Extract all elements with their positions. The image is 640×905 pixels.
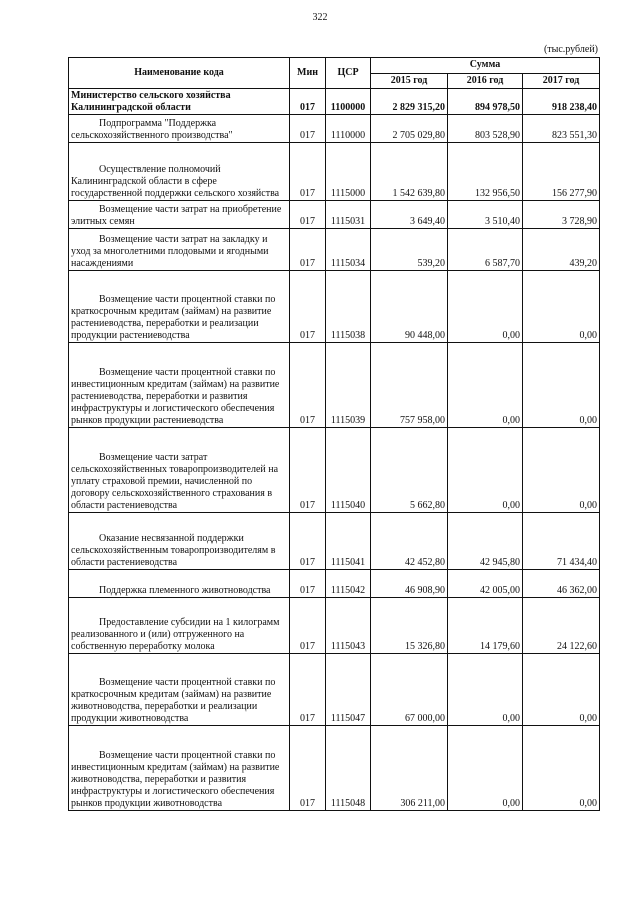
row-amount-2017: 156 277,90 bbox=[523, 143, 600, 201]
row-name bbox=[69, 513, 290, 570]
row-amount-2017: 0,00 bbox=[523, 428, 600, 513]
row-min: 017 bbox=[290, 428, 326, 513]
row-min: 017 bbox=[290, 570, 326, 598]
row-name bbox=[69, 201, 290, 229]
row-amount-2015: 3 649,40 bbox=[371, 201, 448, 229]
header-name: Наименование кода bbox=[69, 58, 290, 89]
header-year-2015: 2015 год bbox=[371, 73, 448, 89]
table-row bbox=[69, 343, 600, 428]
row-name-text: Подпрограмма "Поддержка сельскохозяйственного производства" bbox=[71, 118, 233, 141]
row-amount-2017: 823 551,30 bbox=[523, 115, 600, 143]
row-name-text: Возмещение части затрат на закладку и уход за многолетними плодовыми и ягодными насаждениями bbox=[71, 234, 269, 269]
row-amount-2017: 46 362,00 bbox=[523, 570, 600, 598]
row-amount-2016: 42 005,00 bbox=[448, 570, 523, 598]
header-year-2017: 2017 год bbox=[523, 73, 600, 89]
table-row bbox=[69, 570, 600, 598]
row-amount-2016: 6 587,70 bbox=[448, 229, 523, 271]
row-name-text: Возмещение части процентной ставки по краткосрочным кредитам (займам) на развитие животноводства, переработки и реализации продукции животноводства bbox=[71, 677, 276, 724]
row-amount-2015: 1 542 639,80 bbox=[371, 143, 448, 201]
row-amount-2017: 0,00 bbox=[523, 271, 600, 343]
table-row bbox=[69, 598, 600, 654]
row-amount-2017: 439,20 bbox=[523, 229, 600, 271]
row-amount-2015: 2 705 029,80 bbox=[371, 115, 448, 143]
row-name bbox=[69, 726, 290, 811]
row-amount-2017: 0,00 bbox=[523, 726, 600, 811]
row-csr: 1115040 bbox=[326, 428, 371, 513]
row-name: Министерство сельского хозяйства Калининградской области bbox=[69, 89, 290, 115]
row-amount-2016: 3 510,40 bbox=[448, 201, 523, 229]
row-name bbox=[69, 271, 290, 343]
table-row bbox=[69, 229, 600, 271]
row-csr: 1100000 bbox=[326, 89, 371, 115]
row-amount-2016: 0,00 bbox=[448, 654, 523, 726]
table-row bbox=[69, 513, 600, 570]
row-name-text: Возмещение части затрат сельскохозяйственных товаропроизводителей на уплату страховой премии, начисленной по договору сельскохозяйственного страхования в области растениеводства bbox=[71, 452, 279, 511]
row-csr: 1115031 bbox=[326, 201, 371, 229]
row-amount-2017: 918 238,40 bbox=[523, 89, 600, 115]
row-name-text: Возмещение части процентной ставки по инвестиционным кредитам (займам) на развитие животноводства, переработки и развития инфраструктуры и логистического обеспечения рынков продукции животноводства bbox=[71, 750, 280, 809]
row-amount-2015: 5 662,80 bbox=[371, 428, 448, 513]
budget-table bbox=[68, 57, 600, 811]
row-name bbox=[69, 598, 290, 654]
row-amount-2015: 90 448,00 bbox=[371, 271, 448, 343]
row-amount-2016: 42 945,80 bbox=[448, 513, 523, 570]
row-amount-2017: 24 122,60 bbox=[523, 598, 600, 654]
row-name-text: Предоставление субсидии на 1 килограмм реализованного и (или) отгруженного на собственную переработку молока bbox=[71, 617, 280, 652]
row-name-text: Осуществление полномочий Калининградской области в сфере государственной поддержки сельского хозяйства bbox=[71, 164, 280, 199]
row-csr: 1110000 bbox=[326, 115, 371, 143]
row-min: 017 bbox=[290, 201, 326, 229]
table-row bbox=[69, 89, 600, 115]
table-row bbox=[69, 143, 600, 201]
row-min: 017 bbox=[290, 143, 326, 201]
units-label: (тыс.рублей) bbox=[543, 44, 598, 55]
table-row bbox=[69, 654, 600, 726]
row-amount-2016: 0,00 bbox=[448, 343, 523, 428]
row-min: 017 bbox=[290, 115, 326, 143]
row-amount-2015: 15 326,80 bbox=[371, 598, 448, 654]
row-min: 017 bbox=[290, 89, 326, 115]
row-csr: 1115038 bbox=[326, 271, 371, 343]
row-amount-2017: 3 728,90 bbox=[523, 201, 600, 229]
row-min: 017 bbox=[290, 654, 326, 726]
row-name bbox=[69, 143, 290, 201]
row-name-text: Оказание несвязанной поддержки сельскохозяйственным товаропроизводителям в области растениеводства bbox=[71, 533, 276, 568]
row-csr: 1115042 bbox=[326, 570, 371, 598]
row-amount-2015: 306 211,00 bbox=[371, 726, 448, 811]
row-name-text: Возмещение части процентной ставки по инвестиционным кредитам (займам) на развитие растениеводства, переработки и развития инфраструктуры и логистического обеспечения рынков продукции растениеводства bbox=[71, 367, 280, 426]
row-min: 017 bbox=[290, 271, 326, 343]
row-name bbox=[69, 654, 290, 726]
row-amount-2016: 0,00 bbox=[448, 726, 523, 811]
header-min: Мин bbox=[290, 58, 326, 89]
row-amount-2016: 14 179,60 bbox=[448, 598, 523, 654]
row-name-text: Поддержка племенного животноводства bbox=[99, 585, 271, 596]
header-csr: ЦСР bbox=[326, 58, 371, 89]
row-name bbox=[69, 428, 290, 513]
row-amount-2016: 894 978,50 bbox=[448, 89, 523, 115]
row-min: 017 bbox=[290, 726, 326, 811]
row-amount-2015: 2 829 315,20 bbox=[371, 89, 448, 115]
row-amount-2016: 0,00 bbox=[448, 428, 523, 513]
row-csr: 1115041 bbox=[326, 513, 371, 570]
row-amount-2015: 539,20 bbox=[371, 229, 448, 271]
row-csr: 1115000 bbox=[326, 143, 371, 201]
row-csr: 1115043 bbox=[326, 598, 371, 654]
table-row bbox=[69, 428, 600, 513]
row-name bbox=[69, 115, 290, 143]
row-min: 017 bbox=[290, 598, 326, 654]
table-row bbox=[69, 726, 600, 811]
row-amount-2015: 67 000,00 bbox=[371, 654, 448, 726]
row-amount-2016: 0,00 bbox=[448, 271, 523, 343]
row-min: 017 bbox=[290, 229, 326, 271]
row-min: 017 bbox=[290, 513, 326, 570]
header-year-2016: 2016 год bbox=[448, 73, 523, 89]
row-amount-2016: 132 956,50 bbox=[448, 143, 523, 201]
row-csr: 1115039 bbox=[326, 343, 371, 428]
row-name bbox=[69, 229, 290, 271]
row-amount-2015: 46 908,90 bbox=[371, 570, 448, 598]
table-row bbox=[69, 271, 600, 343]
page-number: 322 bbox=[312, 12, 328, 23]
row-amount-2015: 757 958,00 bbox=[371, 343, 448, 428]
row-csr: 1115034 bbox=[326, 229, 371, 271]
header-sum: Сумма bbox=[371, 58, 600, 74]
row-name bbox=[69, 570, 290, 598]
row-amount-2017: 71 434,40 bbox=[523, 513, 600, 570]
row-amount-2015: 42 452,80 bbox=[371, 513, 448, 570]
row-amount-2016: 803 528,90 bbox=[448, 115, 523, 143]
table-row bbox=[69, 115, 600, 143]
row-csr: 1115048 bbox=[326, 726, 371, 811]
row-amount-2017: 0,00 bbox=[523, 654, 600, 726]
row-csr: 1115047 bbox=[326, 654, 371, 726]
row-amount-2017: 0,00 bbox=[523, 343, 600, 428]
row-name-text: Возмещение части затрат на приобретение элитных семян bbox=[71, 204, 282, 227]
row-name-text: Возмещение части процентной ставки по краткосрочным кредитам (займам) на развитие растениеводства, переработки и реализации продукции растениеводства bbox=[71, 294, 276, 341]
row-name bbox=[69, 343, 290, 428]
row-min: 017 bbox=[290, 343, 326, 428]
table-row bbox=[69, 201, 600, 229]
